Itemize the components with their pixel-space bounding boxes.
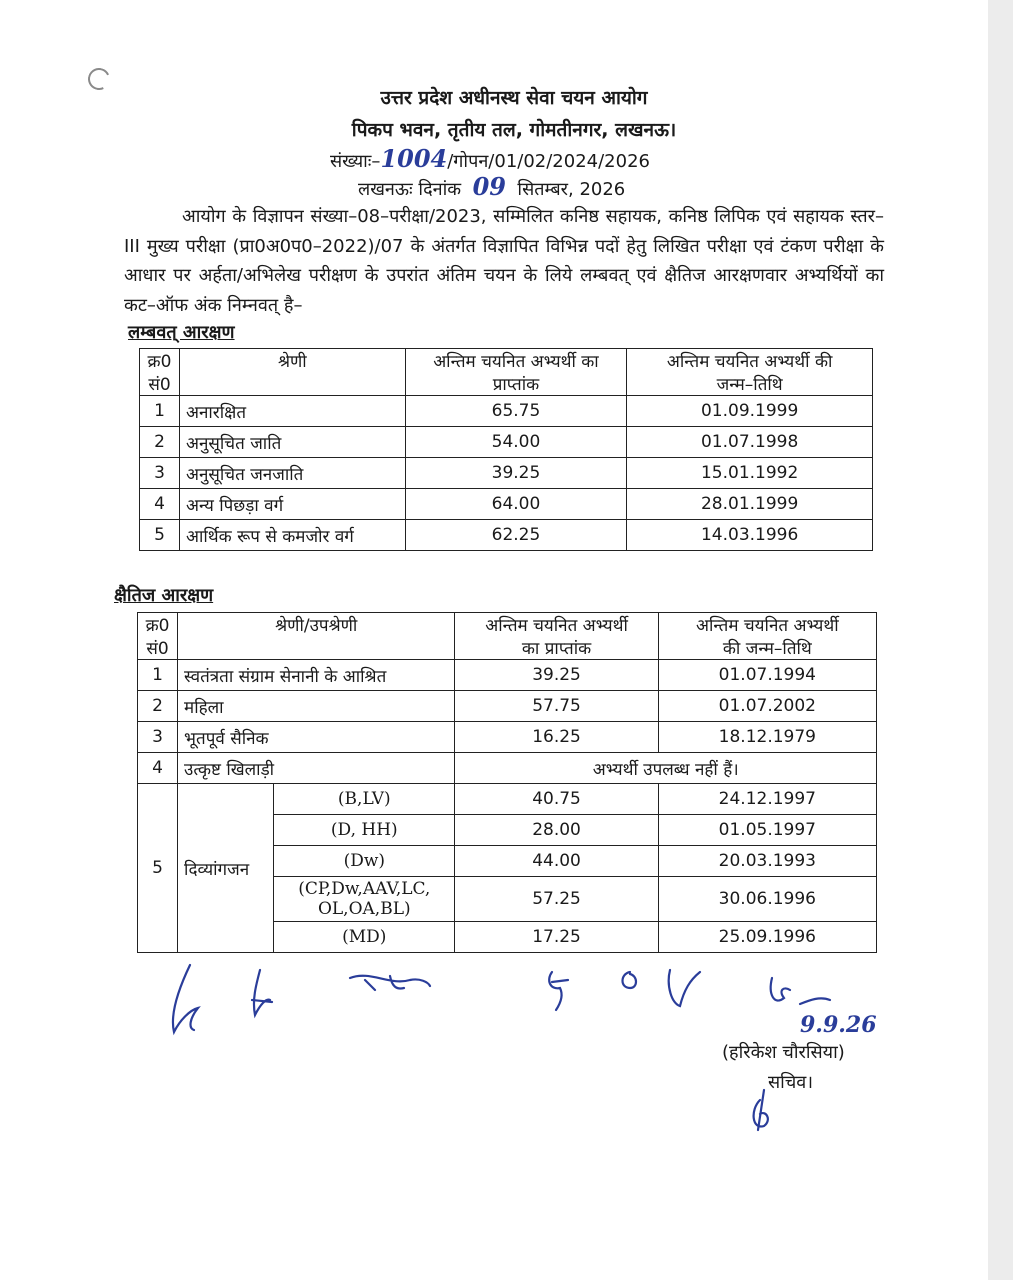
row-category: अन्य पिछड़ा वर्ग [179, 489, 405, 520]
row-dob: 18.12.1979 [658, 722, 876, 753]
row-dob: 01.07.1998 [627, 427, 873, 458]
row-dob: 24.12.1997 [658, 784, 876, 815]
signatory-name: (हरिकेश चौरसिया) [722, 1042, 845, 1063]
org-name: उत्तर प्रदेश अधीनस्थ सेवा चयन आयोग [380, 87, 648, 109]
date-suffix: सितम्बर, 2026 [517, 179, 626, 200]
header-sno-line2: सं0 [146, 639, 169, 659]
reference-number [330, 144, 650, 173]
table-row [140, 427, 873, 458]
issue-date [358, 172, 625, 201]
row-sno: 3 [140, 458, 180, 489]
header-sno-line1: क्र0 [147, 352, 172, 372]
table-row [140, 489, 873, 520]
table-row [138, 784, 877, 815]
row-category: उत्कृष्ट खिलाड़ी [178, 753, 455, 784]
org-address: पिकप भवन, तृतीय तल, गोमतीनगर, लखनऊ। [351, 119, 677, 141]
header-category: श्रेणी/उपश्रेणी [178, 613, 455, 660]
row-marks: 65.75 [405, 396, 627, 427]
row-dob: 01.05.1997 [658, 815, 876, 846]
signature-4 [549, 972, 568, 1010]
table-row [138, 722, 877, 753]
date-handwritten-day: 09 [472, 172, 506, 201]
signatory-designation: सचिव। [768, 1072, 814, 1093]
header-marks-line1: अन्तिम चयनित अभ्यर्थी का [433, 352, 599, 372]
table-row [138, 660, 877, 691]
header-category: श्रेणी [179, 349, 405, 396]
row-marks: 39.25 [405, 458, 627, 489]
row-category: अनुसूचित जाति [179, 427, 405, 458]
row-dob: 28.01.1999 [627, 489, 873, 520]
table-row [140, 458, 873, 489]
ref-suffix: /गोपन/01/02/2024/2026 [447, 151, 650, 172]
row-category: आर्थिक रूप से कमजोर वर्ग [179, 520, 405, 551]
sub-category-line1: (CP,Dw,AAV,LC, [298, 879, 431, 899]
ref-prefix: संख्याः– [330, 151, 381, 172]
row-dob: 25.09.1996 [658, 922, 876, 953]
ref-handwritten-number: 1004 [380, 144, 448, 173]
row-marks: 57.75 [455, 691, 658, 722]
horizontal-reservation-table [137, 612, 877, 953]
row-dob: 20.03.1993 [658, 846, 876, 877]
intro-text: आयोग के विज्ञापन संख्या–08–परीक्षा/2023, सम्मिलित कनिष्ठ सहायक, कनिष्ठ लिपिक एवं सहायक स्तर–III मुख्य परीक्षा (प्रा0अ0प0–2022)/07 के अंतर्गत विज्ञापित विभिन्न पदों हेतु लिखित परीक्षा एवं टंकण परीक्षा के आधार पर अर्हता/अभिलेख परीक्षण के उपरांत अंतिम चयन के लिये लम्बवत् एवं क्षैतिज आरक्षणवार अभ्यर्थियों का कट–ऑफ अंक निम्नवत् है– [124, 206, 884, 316]
table-row [140, 396, 873, 427]
header-sno-line1: क्र0 [145, 616, 170, 636]
vertical-reservation-table [139, 348, 873, 551]
row-sno: 1 [138, 660, 178, 691]
row-category: महिला [178, 691, 455, 722]
row-marks: 16.25 [455, 722, 658, 753]
row-note-no-candidate: अभ्यर्थी उपलब्ध नहीं हैं। [455, 753, 877, 784]
row-marks: 17.25 [455, 922, 658, 953]
row-sno: 2 [140, 427, 180, 458]
row-dob: 30.06.1996 [658, 877, 876, 922]
header-sno-line2: सं0 [148, 375, 171, 395]
signature-1 [173, 965, 198, 1032]
row-marks: 39.25 [455, 660, 658, 691]
row-category: अनुसूचित जनजाति [179, 458, 405, 489]
row-marks: 54.00 [405, 427, 627, 458]
row-dob: 01.07.2002 [658, 691, 876, 722]
header-sno [140, 349, 180, 396]
row-marks: 62.25 [405, 520, 627, 551]
row-dob: 01.07.1994 [658, 660, 876, 691]
table-header-row [138, 613, 877, 660]
header-dob-line1: अन्तिम चयनित अभ्यर्थी की [666, 352, 833, 372]
header-marks [455, 613, 658, 660]
sub-category: (Dw) [274, 846, 455, 877]
row-category: अनारक्षित [179, 396, 405, 427]
header-marks-line1: अन्तिम चयनित अभ्यर्थी [485, 616, 628, 636]
header-dob-line2: की जन्म–तिथि [722, 639, 812, 659]
header-dob [627, 349, 873, 396]
header-marks-line2: का प्राप्तांक [521, 639, 592, 659]
row-sno: 5 [140, 520, 180, 551]
row-sno: 4 [140, 489, 180, 520]
row-sno: 4 [138, 753, 178, 784]
row-category: भूतपूर्व सैनिक [178, 722, 455, 753]
row-category: स्वतंत्रता संग्राम सेनानी के आश्रित [178, 660, 455, 691]
horizontal-reservation-title: क्षैतिज आरक्षण [114, 585, 214, 606]
row-marks: 57.25 [455, 877, 658, 922]
header-marks-line2: प्राप्तांक [492, 375, 540, 395]
sub-category: (D, HH) [274, 815, 455, 846]
signature-7 [754, 1090, 768, 1130]
header-sno [138, 613, 178, 660]
header-marks [405, 349, 627, 396]
header-dob [658, 613, 876, 660]
row-marks: 44.00 [455, 846, 658, 877]
signature-5 [623, 970, 701, 1006]
row-sno: 1 [140, 396, 180, 427]
sub-category-line2: OL,OA,BL) [317, 899, 411, 919]
sub-category: (MD) [274, 922, 455, 953]
row-sno: 3 [138, 722, 178, 753]
row-marks: 28.00 [455, 815, 658, 846]
row-sno: 5 [138, 784, 178, 953]
table-header-row [140, 349, 873, 396]
signature-3 [350, 976, 430, 990]
row-category: दिव्यांगजन [178, 784, 274, 953]
signature-2 [252, 970, 272, 1015]
vertical-reservation-title: लम्बवत् आरक्षण [128, 322, 235, 343]
header-dob-line2: जन्म–तिथि [716, 375, 783, 395]
header-dob-line1: अन्तिम चयनित अभ्यर्थी [696, 616, 839, 636]
row-dob: 01.09.1999 [627, 396, 873, 427]
row-sno: 2 [138, 691, 178, 722]
sub-category: (B,LV) [274, 784, 455, 815]
row-marks: 40.75 [455, 784, 658, 815]
row-dob: 14.03.1996 [627, 520, 873, 551]
row-dob: 15.01.1992 [627, 458, 873, 489]
table-row [138, 753, 877, 784]
signature-6 [771, 978, 830, 1004]
row-marks: 64.00 [405, 489, 627, 520]
signature-date-handwritten: 9.9.26 [800, 1012, 877, 1038]
intro-paragraph [124, 202, 884, 320]
table-row [140, 520, 873, 551]
table-row [138, 691, 877, 722]
date-prefix: लखनऊः दिनांक [358, 179, 462, 200]
sub-category [274, 877, 455, 922]
